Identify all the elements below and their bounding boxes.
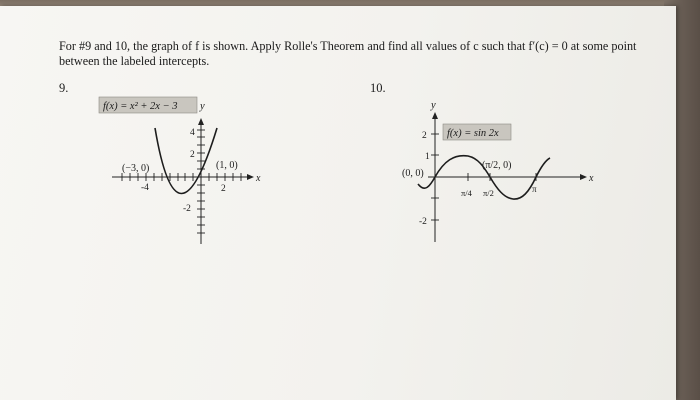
tick-label-y-4: 4: [190, 128, 195, 138]
function-label: f(x) = sin 2x: [447, 128, 499, 139]
tick-label-y-neg2: -2: [183, 204, 191, 214]
function-label: f(x) = x² + 2x − 3: [103, 101, 178, 112]
x-axis-label: x: [589, 173, 594, 184]
intercept-label-right: (1, 0): [216, 160, 238, 171]
tick-label-y-1: 1: [425, 152, 430, 162]
intercept-label-right: (π/2, 0): [482, 160, 512, 171]
x-axis-arrow: [580, 174, 587, 180]
y-axis-label: y: [431, 100, 436, 111]
tick-label-y-2: 2: [422, 131, 427, 141]
intercept-label-left: (−3, 0): [122, 163, 150, 174]
tick-label-x-neg4: -4: [141, 183, 149, 193]
tick-label-x-pi2: π/2: [483, 188, 494, 198]
tick-label-y-2: 2: [190, 150, 195, 160]
problem-9-graph: [98, 94, 278, 254]
problem-10-number: 10.: [370, 81, 386, 95]
y-axis-arrow: [432, 112, 438, 119]
worksheet-paper: [0, 6, 676, 400]
x-axis-arrow: [247, 174, 254, 180]
tick-label-y-neg2: -2: [419, 217, 427, 227]
problem-9-number: 9.: [59, 81, 69, 95]
problem-10-graph: [398, 94, 598, 254]
tick-label-x-pi4: π/4: [461, 188, 472, 198]
parabola-curve: [155, 128, 217, 194]
tick-label-x-2: 2: [221, 184, 226, 194]
tick-label-x-pi: π: [532, 184, 537, 194]
x-axis-label: x: [256, 173, 261, 184]
y-axis-label: y: [200, 101, 205, 112]
y-axis-arrow: [198, 118, 204, 125]
instructions-text: For #9 and 10, the graph of f is shown. Apply Rolle's Theorem and find all values of c such that f′(c) = 0 at some point between the labeled intercepts.: [59, 39, 637, 68]
intercept-label-left: (0, 0): [402, 168, 424, 179]
